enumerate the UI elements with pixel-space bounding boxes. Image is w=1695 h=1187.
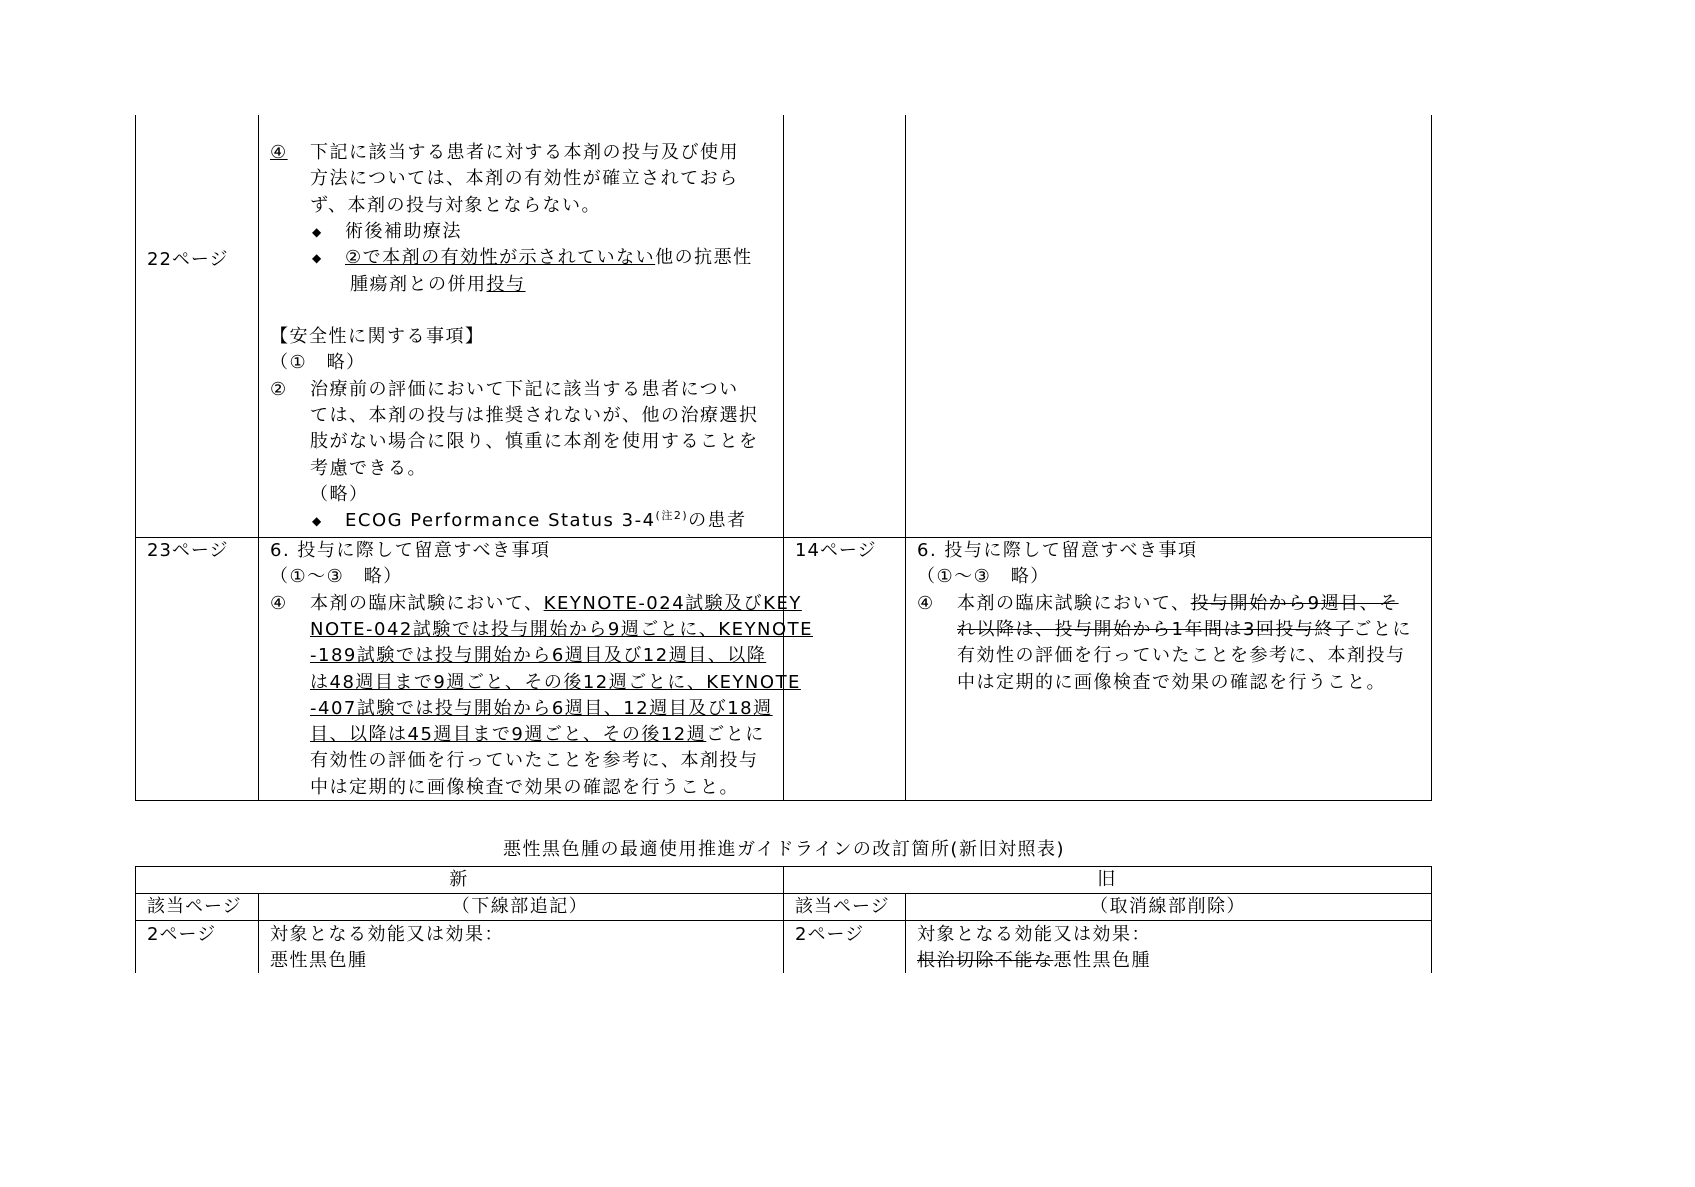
column-header-text-old: （取消線部削除） [1090, 896, 1246, 917]
table-title: 悪性黒色腫の最適使用推進ガイドラインの改訂箇所(新旧対照表) [503, 839, 1065, 860]
text-line [310, 195, 601, 217]
text-line [270, 540, 551, 562]
added-text: は48週目まで9週ごと、その後12週ごとに、KEYNOTE [310, 671, 801, 693]
text-line [270, 924, 504, 946]
page-reference-new: 2ページ [147, 924, 217, 945]
text-line [310, 593, 802, 615]
column-divider [783, 866, 784, 973]
row-divider [135, 537, 1432, 538]
deleted-text: 根治切除不能な [917, 950, 1054, 972]
text-line [957, 672, 1386, 694]
text-line [345, 510, 747, 532]
text-line [310, 750, 759, 772]
column-header-page-new: 該当ページ [147, 896, 242, 917]
text-segment: 有効性の評価を行っていたことを参考に、本剤投与 [310, 750, 759, 772]
column-header-page-old: 該当ページ [795, 896, 890, 917]
text-segment: （① 略） [270, 352, 366, 374]
deleted-text: 投与開始から9週目、そ [1190, 592, 1399, 614]
header-new: 新 [449, 869, 469, 890]
footnote-ref: (注2) [655, 509, 689, 523]
added-text: -407試験では投与開始から6週目、12週目及び18週 [310, 697, 773, 719]
text-line [957, 619, 1412, 641]
text-segment: 肢がない場合に限り、慎重に本剤を使用することを [310, 431, 759, 453]
text-line [270, 950, 368, 972]
bullet-icon: ◆ [312, 514, 323, 529]
text-line [310, 619, 813, 641]
page-reference-new: 23ページ [147, 540, 229, 561]
text-line [310, 724, 765, 746]
text-segment: 【安全性に関する事項】 [270, 326, 485, 348]
text-line [345, 247, 753, 269]
column-header-text-new: （下線部追記） [451, 896, 589, 917]
text-segment: 治療前の評価において下記に該当する患者につい [310, 378, 739, 400]
deleted-text: れ以降は、投与開始から1年間は3回投与終了 [957, 618, 1354, 640]
text-segment: 術後補助療法 [345, 220, 462, 242]
column-divider [905, 893, 906, 973]
text-segment: 他の抗悪性 [655, 247, 753, 269]
text-segment: 悪性黒色腫 [270, 950, 368, 972]
text-line [310, 405, 759, 427]
column-divider [905, 115, 906, 801]
text-line [310, 672, 801, 694]
text-segment: ごとに [706, 724, 765, 746]
column-divider [258, 893, 259, 973]
page-reference-new: 22ページ [147, 249, 229, 270]
added-text: 目、以降は45週目まで9週ごと、その後12週 [310, 724, 707, 746]
added-text: KEYNOTE-024試験及びKEY [543, 592, 802, 614]
text-segment: 悪性黒色腫 [1053, 950, 1151, 972]
text-line [310, 431, 759, 453]
text-segment: ごとに [1353, 618, 1412, 640]
text-segment: 本剤の臨床試験において、 [957, 592, 1191, 614]
text-segment: の患者 [688, 510, 747, 532]
column-divider [783, 115, 784, 801]
text-segment: （①～③ 略） [917, 566, 1050, 588]
text-line [350, 274, 526, 296]
item-number: ④ [270, 592, 288, 614]
text-line [310, 645, 766, 667]
text-segment: 腫瘍剤との併用 [350, 273, 487, 295]
text-line [310, 142, 739, 164]
bullet-icon: ◆ [312, 224, 323, 239]
text-segment: ECOG Performance Status 3-4 [345, 510, 656, 532]
added-text: ②で本剤の有効性が示されていない [345, 247, 656, 269]
text-segment: ては、本剤の投与は推奨されないが、他の治療選択 [310, 405, 759, 426]
header-old: 旧 [1097, 869, 1117, 890]
text-line [310, 168, 739, 190]
text-line [310, 379, 739, 401]
table-border [1431, 115, 1432, 801]
text-line [957, 593, 1399, 615]
page-reference-old: 14ページ [795, 540, 877, 561]
text-segment: 方法については、本剤の有効性が確立されておら [310, 168, 739, 190]
item-number: ④ [270, 142, 288, 163]
text-segment: 6. 投与に際して留意すべき事項 [270, 540, 551, 561]
text-line [310, 458, 427, 480]
text-line [917, 566, 1050, 588]
added-text: 投与 [486, 273, 526, 295]
text-line [270, 326, 485, 348]
text-segment: 6. 投与に際して留意すべき事項 [917, 540, 1198, 561]
text-line [917, 950, 1151, 972]
text-segment: 中は定期的に画像検査で効果の確認を行うこと。 [957, 671, 1386, 693]
column-divider [258, 115, 259, 801]
added-text: NOTE-042試験では投与開始から9週ごとに、KEYNOTE [310, 618, 813, 640]
text-line [310, 484, 369, 506]
text-line [270, 566, 403, 588]
page-reference-old: 2ページ [795, 924, 865, 945]
table-border [135, 115, 136, 801]
text-segment: 下記に該当する患者に対する本剤の投与及び使用 [310, 142, 739, 163]
item-number: ② [270, 378, 288, 400]
text-segment: ず、本剤の投与対象とならない。 [310, 194, 602, 216]
text-line [345, 221, 462, 243]
text-segment: 有効性の評価を行っていたことを参考に、本剤投与 [957, 645, 1406, 667]
text-segment: 本剤の臨床試験において、 [310, 592, 544, 614]
text-line [310, 777, 739, 799]
bullet-icon: ◆ [312, 251, 323, 266]
text-line [310, 698, 773, 720]
text-segment: 考慮できる。 [310, 457, 427, 479]
text-segment: 中は定期的に画像検査で効果の確認を行うこと。 [310, 776, 739, 798]
table-border [135, 866, 136, 973]
text-line [917, 540, 1198, 562]
text-line [957, 645, 1406, 667]
item-number: ④ [917, 592, 935, 614]
text-line [917, 924, 1151, 946]
table-border [135, 800, 1432, 801]
text-line [270, 352, 366, 374]
text-segment: （略） [310, 483, 369, 505]
text-segment: 対象となる効能又は効果： [917, 924, 1151, 945]
added-text: -189試験では投与開始から6週目及び12週目、以降 [310, 645, 767, 667]
text-segment: 対象となる効能又は効果： [270, 924, 504, 945]
text-segment: （①～③ 略） [270, 566, 403, 588]
table-border [1431, 866, 1432, 973]
